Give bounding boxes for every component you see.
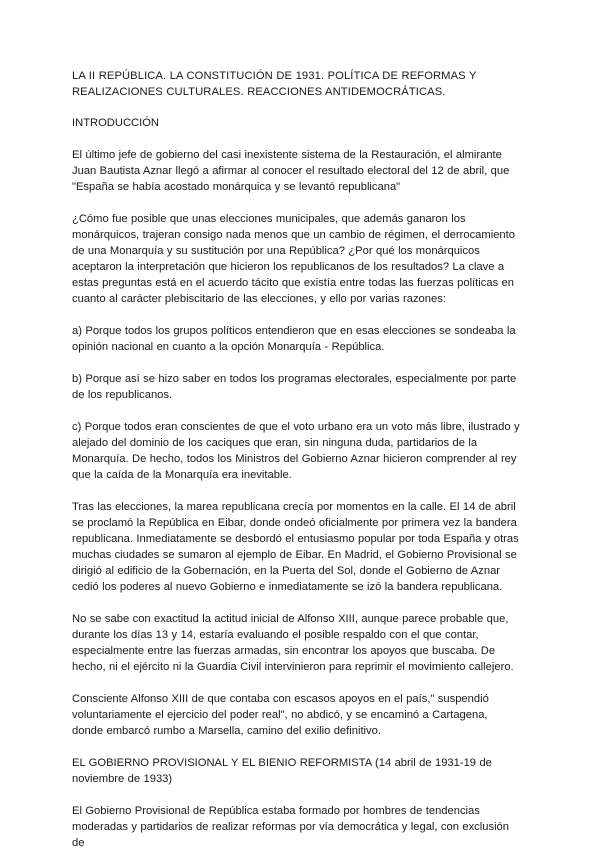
document-title: LA II REPÚBLICA. LA CONSTITUCIÓN DE 1931. POLÍTICA DE REFORMAS Y REALIZACIONES CULTURALES. REACCIONES ANTIDEMOCRÁTICAS. bbox=[72, 70, 477, 98]
paragraph: No se sabe con exactitud la actitud inicial de Alfonso XIII, aunque parece probable que, durante los días 13 y 14, estaría evaluando el posible respaldo con el que contar, especialmente entre las fuerzas armadas, sin encontrar los apoyos que buscaba. De hecho, ni el ejército ni la Guardia Civil intervinieron para reprimir el movimiento callejero. bbox=[72, 613, 514, 673]
intro-heading: INTRODUCCIÓN bbox=[72, 117, 160, 129]
paragraph: b) Porque así se hizo saber en todos los programas electorales, especialmente por parte de los republicanos. bbox=[72, 373, 517, 401]
paragraph: c) Porque todos eran conscientes de que el voto urbano era un voto más libre, ilustrado y alejado del dominio de los caciques que eran, sin ninguna duda, partidarios de la Monarquía. De hecho, todos los Ministros del Gobierno Aznar hicieron comprender al rey que la caída de la Monarquía era inevitable. bbox=[72, 421, 520, 481]
paragraph: El último jefe de gobierno del casi inexistente sistema de la Restauración, el almirante Juan Bautista Aznar llegó a afirmar al conocer el resultado electoral del 12 de abril, que "España se había acostado monárquica y se levantó republicana" bbox=[72, 149, 510, 193]
paragraph: El Gobierno Provisional de República estaba formado por hombres de tendencias moderadas y partidarios de realizar reformas por vía democrática y legal, con exclusión de bbox=[72, 805, 510, 848]
paragraph: Consciente Alfonso XIII de que contaba con escasos apoyos en el país," suspendió voluntariamente el ejercicio del poder real", no abdicó, y se encaminó a Cartagena, donde embarcó rumbo a Marsella, camino del exilio definitivo. bbox=[72, 693, 489, 737]
document-body bbox=[72, 68, 522, 848]
section-heading: EL GOBIERNO PROVISIONAL Y EL BIENIO REFORMISTA (14 abril de 1931-19 de noviembre de 1933) bbox=[72, 757, 492, 785]
paragraph: a) Porque todos los grupos políticos entendieron que en esas elecciones se sondeaba la opinión nacional en cuanto a la opción Monarquía - República. bbox=[72, 325, 516, 353]
paragraph: ¿Cómo fue posible que unas elecciones municipales, que además ganaron los monárquicos, trajeran consigo nada menos que un cambio de régimen, el derrocamiento de una Monarquía y su sustitución por una República? ¿Por qué los monárquicos aceptaron la interpretación que hicieron los republicanos de los resultados? La clave a estas preguntas está en el acuerdo tácito que existía entre todas las fuerzas políticas en cuanto al carácter plebiscitario de las elecciones, y ello por varias razones: bbox=[72, 213, 515, 305]
paragraph: Tras las elecciones, la marea republicana crecía por momentos en la calle. El 14 de abril se proclamó la República en Eibar, donde ondeó oficialmente por primera vez la bandera republicana. Inmediatamente se desbordó el entusiasmo popular por toda España y otras muchas ciudades se sumaron al ejemplo de Eibar. En Madrid, el Gobierno Provisional se dirigió al edificio de la Gobernación, en la Puerta del Sol, donde el Gobierno de Aznar cedió los poderes al nuevo Gobierno e inmediatamente se izó la bandera republicana. bbox=[72, 501, 519, 593]
